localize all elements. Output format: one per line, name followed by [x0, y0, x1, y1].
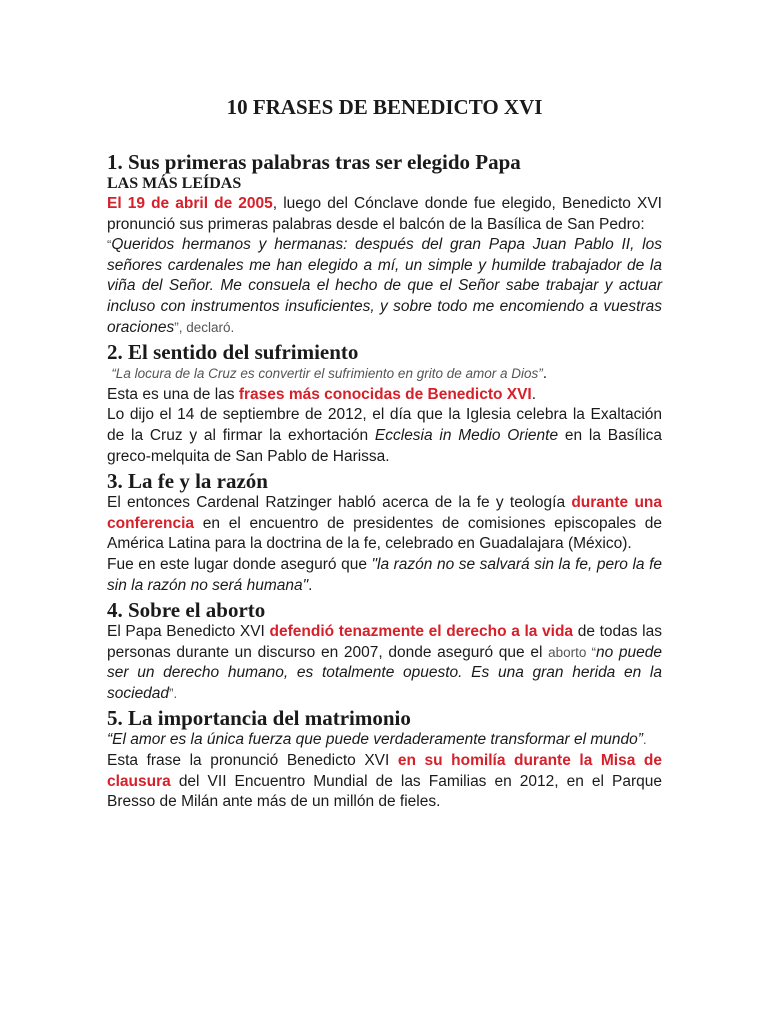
quote-text: no puede ser un derecho humano, es totalmente opuesto. Es una gran herida en la sociedad: [107, 643, 662, 702]
highlighted-text: durante una conferencia: [107, 494, 662, 532]
highlighted-text: frases más conocidas de Benedicto XVI: [238, 385, 532, 403]
section-paragraph: [107, 405, 662, 467]
paragraph-text-end: del VII Encuentro Mundial de las Familias en 2012, en el Parque Bresso de Milán ante más de un millón de fieles.: [107, 772, 662, 811]
paragraph-text: El entonces Cardenal Ratzinger habló acerca de la fe y teología: [107, 494, 572, 512]
paragraph-text-end: en el encuentro de presidentes de comisiones episcopales de América Latina para la doctrina de la fe, celebrado en Guadalajara (México).: [107, 514, 662, 553]
quote-text: Queridos hermanos y hermanas: después del gran Papa Juan Pablo II, los señores cardenales me han elegido a mí, un simple y humilde trabajador de la viña del Señor. Me consuela el hecho de que el Señor sabe trabajar y actuar incluso con instrumentos insuficientes, y sobre todo me encomiendo a vuestras oraciones: [107, 236, 662, 336]
quote-end: .: [642, 732, 647, 748]
document-page: [107, 92, 662, 815]
quote-text: “El amor es la única fuerza que puede verdaderamente transformar el mundo”: [107, 731, 643, 749]
section-5: [107, 706, 662, 812]
section-3: [107, 469, 662, 596]
paragraph-text: Lo dijo el 14 de septiembre de 2012, el día que la Iglesia celebra la Exaltación de la Cruz y al firmar la exhortación: [107, 406, 662, 444]
small-text: aborto “: [548, 644, 596, 660]
section-paragraph: [107, 385, 662, 406]
paragraph-text-end: en la Basílica greco-melquita de San Pablo de Harissa.: [107, 426, 662, 465]
section-heading: 4. Sobre el aborto: [107, 598, 266, 623]
highlighted-text: El 19 de abril de 2005: [107, 195, 273, 212]
paragraph-text-end: .: [308, 576, 313, 594]
italic-text: Ecclesia in Medio Oriente: [374, 426, 559, 444]
highlighted-text: defendió tenazmente el derecho a la vida: [269, 623, 574, 641]
section-heading: 1. Sus primeras palabras tras ser elegido Papa: [107, 150, 521, 174]
paragraph-text-mid: de todas las personas durante un discurso en 2007, donde aseguró que el: [107, 623, 662, 661]
paragraph-text: El Papa Benedicto XVI: [107, 623, 270, 641]
document-title: 10 FRASES DE BENEDICTO XVI: [226, 95, 543, 119]
section-subheading: LAS MÁS LEÍDAS: [107, 175, 242, 192]
quote-end: .: [542, 365, 548, 383]
paragraph-text: Esta frase la pronunció Benedicto XVI: [107, 752, 398, 770]
section-paragraph: [107, 751, 662, 813]
highlighted-text: en su homilía durante la Misa de clausura: [107, 752, 662, 790]
section-heading: 2. El sentido del sufrimiento: [107, 340, 359, 365]
paragraph-text-end: .: [531, 385, 537, 403]
section-2: [107, 340, 662, 467]
section-heading: 5. La importancia del matrimonio: [107, 706, 411, 731]
section-quote-paragraph: [107, 730, 662, 751]
section-paragraph: [107, 194, 662, 235]
section-paragraph: [107, 493, 662, 555]
quote-text: “La locura de la Cruz es convertir el sufrimiento en grito de amor a Dios”: [111, 366, 543, 382]
section-4: [107, 598, 662, 704]
section-1: [107, 150, 662, 338]
quote-close: ”.: [169, 685, 178, 701]
paragraph-text: , luego del Cónclave donde fue elegido, Benedicto XVI pronunció sus primeras palabras desde el balcón de la Basílica de San Pedro:: [107, 195, 662, 233]
section-quote-paragraph: [107, 235, 662, 338]
paragraph-text: Esta es una de las: [107, 385, 239, 403]
section-paragraph: [107, 555, 662, 596]
quote-close: ”: [174, 319, 179, 335]
section-quote-paragraph: [107, 364, 662, 385]
quote-text: "la razón no se salvará sin la fe, pero la fe sin la razón no será humana": [107, 555, 663, 594]
section-heading: 3. La fe y la razón: [107, 469, 268, 494]
section-paragraph: [107, 622, 662, 704]
after-quote-text: , declaró.: [178, 319, 235, 335]
paragraph-text: Fue en este lugar donde aseguró que: [107, 555, 372, 573]
quote-open: “: [107, 237, 112, 253]
